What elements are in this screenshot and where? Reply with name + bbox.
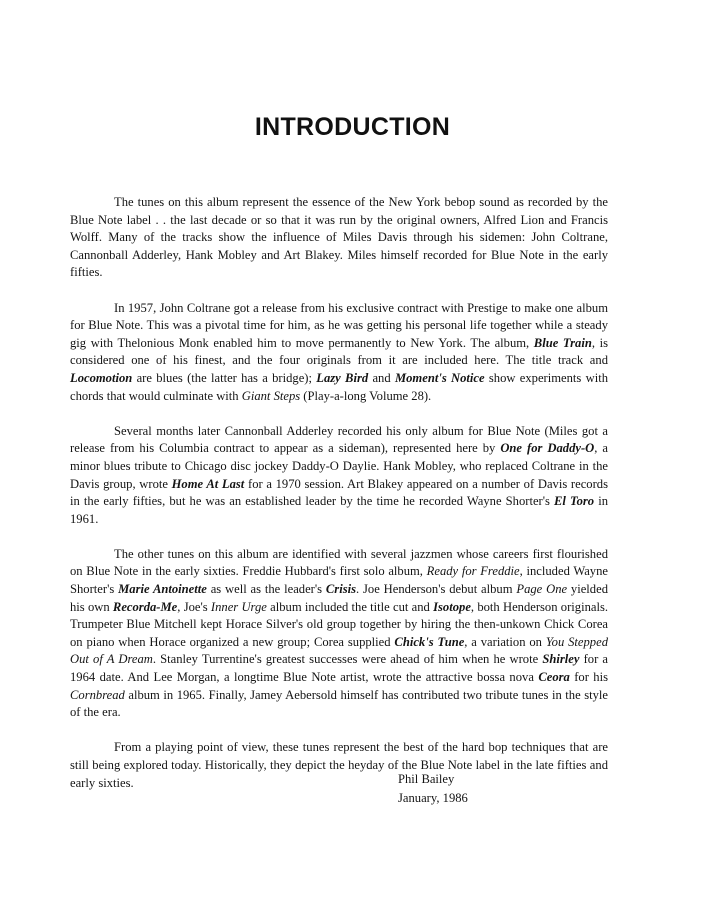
text-run: for a 1970 session. Art Blakey appeared on a number of Davis records in the early fifties, but he was an established leader by the time he recorded Wayne Shorter's: [70, 476, 608, 509]
paragraph: [70, 300, 608, 406]
paragraph: [70, 194, 608, 282]
text-run: The tunes on this album represent the essence of the New York bebop sound as recorded by the Blue Note label . . the last decade or so that it was run by the original owners, Alfred Lion and Francis Wolff. Many of the tracks show the influence of Miles Davis through his sidemen: John Coltrane, Cannonball Adderley, Hank Mobley and Art Blakey. Miles himself recorded for Blue Note in the early fifties.: [70, 195, 608, 280]
tune-title: Cornbread: [70, 687, 125, 702]
text-run: for a 1964 date. And Lee Morgan, a longtime Blue Note artist, wrote the attractive bossa nova: [70, 652, 608, 685]
tune-title: Ceora: [538, 670, 570, 685]
tune-title: Locomotion: [70, 370, 133, 385]
text-run: album in 1965. Finally, Jamey Aebersold himself has contributed two tribute tunes in the style of the era.: [70, 687, 608, 720]
tune-title: You Stepped Out of A Dream: [70, 634, 608, 667]
text-run: in 1961.: [70, 494, 608, 526]
paragraph: [70, 546, 608, 722]
tune-title: Lazy Bird: [316, 370, 369, 385]
text-run: In 1957, John Coltrane got a release from his exclusive contract with Prestige to make one album for Blue Note. This was a pivotal time for him, as he was getting his personal life together while a steady gig with Thelonious Monk enabled him to move permanently to New York. The album,: [70, 300, 608, 350]
text-run: The other tunes on this album are identified with several jazzmen whose careers first flourished on Blue Note in the early sixties. Freddie Hubbard's first solo album,: [70, 546, 608, 579]
text-run: are blues (the latter has a bridge);: [132, 370, 317, 385]
signature-date: January, 1986: [398, 791, 468, 805]
tune-title: Moment's Notice: [394, 370, 485, 385]
tune-title: Isotope: [433, 599, 471, 614]
page-title: INTRODUCTION: [254, 113, 451, 141]
text-run: show experiments with chords that would culminate with: [70, 370, 608, 403]
text-run: , both Henderson originals. Trumpeter Blue Mitchell kept Horace Silver's old group together by hiring the then-unkown Chick Corea on piano when Horace organized a new group; Corea supplied: [70, 599, 609, 649]
tune-title: Ready for Freddie: [426, 564, 520, 579]
tune-title: El Toro: [554, 494, 595, 509]
text-run: , a variation on: [464, 634, 546, 649]
text-run: , is considered one of his finest, and the four originals from it are included here. The title track and: [70, 335, 608, 368]
text-run: Several months later Cannonball Adderley recorded his only album for Blue Note (Miles got a release from his Columbia contract to appear as a sideman), represented here by: [70, 423, 608, 456]
tune-title: Blue Train: [533, 335, 592, 350]
tune-title: Inner Urge: [210, 599, 267, 614]
text-run: yielded his own: [70, 582, 608, 614]
text-run: and: [368, 370, 395, 385]
tune-title: Shirley: [542, 652, 580, 667]
text-run: . Joe Henderson's debut album: [356, 582, 517, 597]
tune-title: Chick's Tune: [394, 634, 465, 649]
text-run: From a playing point of view, these tunes represent the best of the hard bop techniques that are still being explored today. Historically, they depict the heyday of the Blue Note label in the late fifties and early sixties.: [70, 740, 608, 790]
paragraph: [70, 739, 608, 792]
text-run: . Stanley Turrentine's greatest successes were ahead of him when he wrote: [152, 652, 543, 667]
tune-title: One for Daddy-O: [500, 441, 595, 456]
tune-title: Crisis: [325, 582, 357, 597]
text-run: , included Wayne Shorter's: [70, 564, 608, 597]
text-run: , Joe's: [177, 599, 211, 614]
tune-title: Recorda-Me: [112, 599, 178, 614]
text-run: as well as the leader's: [206, 582, 326, 597]
introduction-body: [70, 194, 608, 810]
tune-title: Marie Antoinette: [118, 582, 207, 597]
signature-block: [398, 770, 468, 808]
author-name: Phil Bailey: [398, 772, 455, 786]
tune-title: Home At Last: [171, 476, 245, 491]
tune-title: Page One: [516, 582, 568, 597]
tune-title: Giant Steps: [241, 388, 301, 403]
paragraph: [70, 423, 608, 529]
text-run: (Play-a-long Volume 28).: [300, 388, 432, 403]
text-run: , a minor blues tribute to Chicago disc jockey Daddy-O Daylie. Hank Mobley, who replaced Coltrane in the Davis group, wrote: [70, 441, 608, 491]
text-run: for his: [569, 670, 608, 685]
text-run: album included the title cut and: [266, 599, 434, 614]
